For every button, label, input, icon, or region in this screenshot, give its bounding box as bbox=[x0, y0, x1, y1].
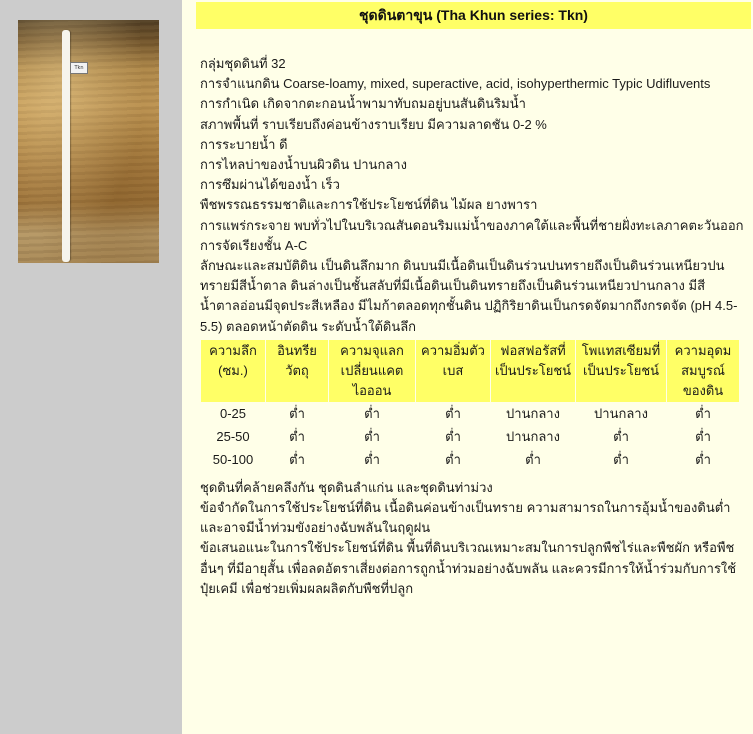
soil-group: กลุ่มชุดดินที่ 32 bbox=[200, 56, 286, 71]
table-cell: ปานกลาง bbox=[491, 402, 576, 425]
soil-classification: การจำแนกดิน Coarse-loamy, mixed, superactive, acid, isohyperthermic Typic Udifluvents bbox=[200, 76, 711, 92]
vegetation-land-use: พืชพรรณธรรมชาติและการใช้ประโยชน์ที่ดิน ไม้ผล ยางพารา bbox=[200, 197, 538, 213]
land-use-limitations: ข้อจำกัดในการใช้ประโยชน์ที่ดิน เนื้อดินค่อนข้างเป็นทราย ความสามารถในการอุ้มน้ำของดินต่ำ และอาจมีน้ำท่วมขังอย่างฉับพลันในฤดูฝน bbox=[200, 500, 731, 536]
table-cell: ต่ำ bbox=[266, 402, 329, 425]
table-cell: ต่ำ bbox=[491, 448, 576, 471]
table-cell: ต่ำ bbox=[329, 402, 416, 425]
table-cell: ต่ำ bbox=[266, 425, 329, 448]
table-cell: ต่ำ bbox=[576, 448, 667, 471]
col-header: ฟอสฟอรัสที่เป็นประโยชน์ bbox=[491, 339, 576, 402]
measuring-tape bbox=[62, 30, 70, 262]
table-cell: ต่ำ bbox=[576, 425, 667, 448]
soil-properties: ลักษณะและสมบัติดิน เป็นดินลึกมาก ดินบนมีเนื้อดินเป็นดินร่วนปนทรายถึงเป็นดินร่วนเหนียวปนทรายมีสีน้ำตาล ดินล่างเป็นชั้นสลับที่มีเนื้อดินเป็นดินทรายถึงเป็นดินร่วนเหนียวปานกลาง มีสี น้ำตาลอ่อนมีจุดประสีเหลือง มีไมก้าตลอดทุกชั้นดิน ปฏิกิริยาดินเป็นกรดจัดมากถึงกรดจัด (pH 4.5-5.5) ตลอดหน้าตัดดิน ระดับน้ำใต้ดินลึก bbox=[200, 258, 738, 334]
left-sidebar bbox=[0, 0, 182, 734]
table-row bbox=[201, 402, 740, 425]
table-cell: ต่ำ bbox=[266, 448, 329, 471]
soil-description bbox=[200, 54, 745, 599]
table-cell: ต่ำ bbox=[329, 425, 416, 448]
col-header: ความอุดมสมบูรณ์ของดิน bbox=[667, 339, 740, 402]
surface-runoff: การไหลบ่าของน้ำบนผิวดิน ปานกลาง bbox=[200, 157, 407, 173]
table-cell: ต่ำ bbox=[416, 425, 491, 448]
table-cell: ต่ำ bbox=[667, 402, 740, 425]
table-cell: ต่ำ bbox=[329, 448, 416, 471]
table-cell: 25-50 bbox=[201, 425, 266, 448]
col-header: ความจุแลกเปลี่ยนแคตไอออน bbox=[329, 339, 416, 402]
table-cell: 0-25 bbox=[201, 402, 266, 425]
col-header: โพแทสเซียมที่เป็นประโยชน์ bbox=[576, 339, 667, 402]
fertility-table bbox=[200, 339, 740, 472]
main-content bbox=[182, 0, 753, 734]
soil-origin: การกำเนิด เกิดจากตะกอนน้ำพามาทับถมอยู่บนสันดินริมน้ำ bbox=[200, 96, 526, 112]
table-header-row bbox=[201, 339, 740, 402]
table-row bbox=[201, 425, 740, 448]
distribution: การแพร่กระจาย พบทั่วไปในบริเวณสันดอนริมแม่น้ำของภาคใต้และพื้นที่ชายฝั่งทะเลภาคตะวันออก bbox=[200, 217, 744, 233]
col-header: ความลึก (ซม.) bbox=[201, 339, 266, 402]
terrain: สภาพพื้นที่ ราบเรียบถึงค่อนข้างราบเรียบ มีความลาดชัน 0-2 % bbox=[200, 116, 547, 132]
series-tag: Tkn bbox=[70, 62, 88, 74]
page-title: ชุดดินตาขุน (Tha Khun series: Tkn) bbox=[196, 2, 751, 29]
drainage: การระบายน้ำ ดี bbox=[200, 136, 288, 152]
table-cell: ต่ำ bbox=[416, 402, 491, 425]
table-cell: ต่ำ bbox=[667, 425, 740, 448]
similar-series: ชุดดินที่คล้ายคลึงกัน ชุดดินลำแก่น และชุดดินท่าม่วง bbox=[200, 479, 493, 495]
land-use-recommendations: ข้อเสนอแนะในการใช้ประโยชน์ที่ดิน พื้นที่ดินบริเวณเหมาะสมในการปลูกพืชไร่และพืชผัก หรือพืชอื่นๆ ที่มีอายุสั้น เพื่อลดอัตราเสี่ยงต่อการถูกน้ำท่วมอย่างฉับพลัน และควรมีการให้น้ำร่วมกับการใช้ปุ๋ยเคมี เพื่อช่วยเพิ่มผลผลิตกับพืชที่ปลูก bbox=[200, 540, 737, 596]
table-cell: 50-100 bbox=[201, 448, 266, 471]
table-cell: ปานกลาง bbox=[576, 402, 667, 425]
table-cell: ปานกลาง bbox=[491, 425, 576, 448]
table-cell: ต่ำ bbox=[667, 448, 740, 471]
horizon-sequence: การจัดเรียงชั้น A-C bbox=[200, 237, 308, 253]
permeability: การซึมผ่านได้ของน้ำ เร็ว bbox=[200, 177, 340, 193]
table-cell: ต่ำ bbox=[416, 448, 491, 471]
col-header: ความอิ่มตัวเบส bbox=[416, 339, 491, 402]
col-header: อินทรียวัตถุ bbox=[266, 339, 329, 402]
soil-profile-image bbox=[18, 20, 159, 263]
table-row bbox=[201, 448, 740, 471]
